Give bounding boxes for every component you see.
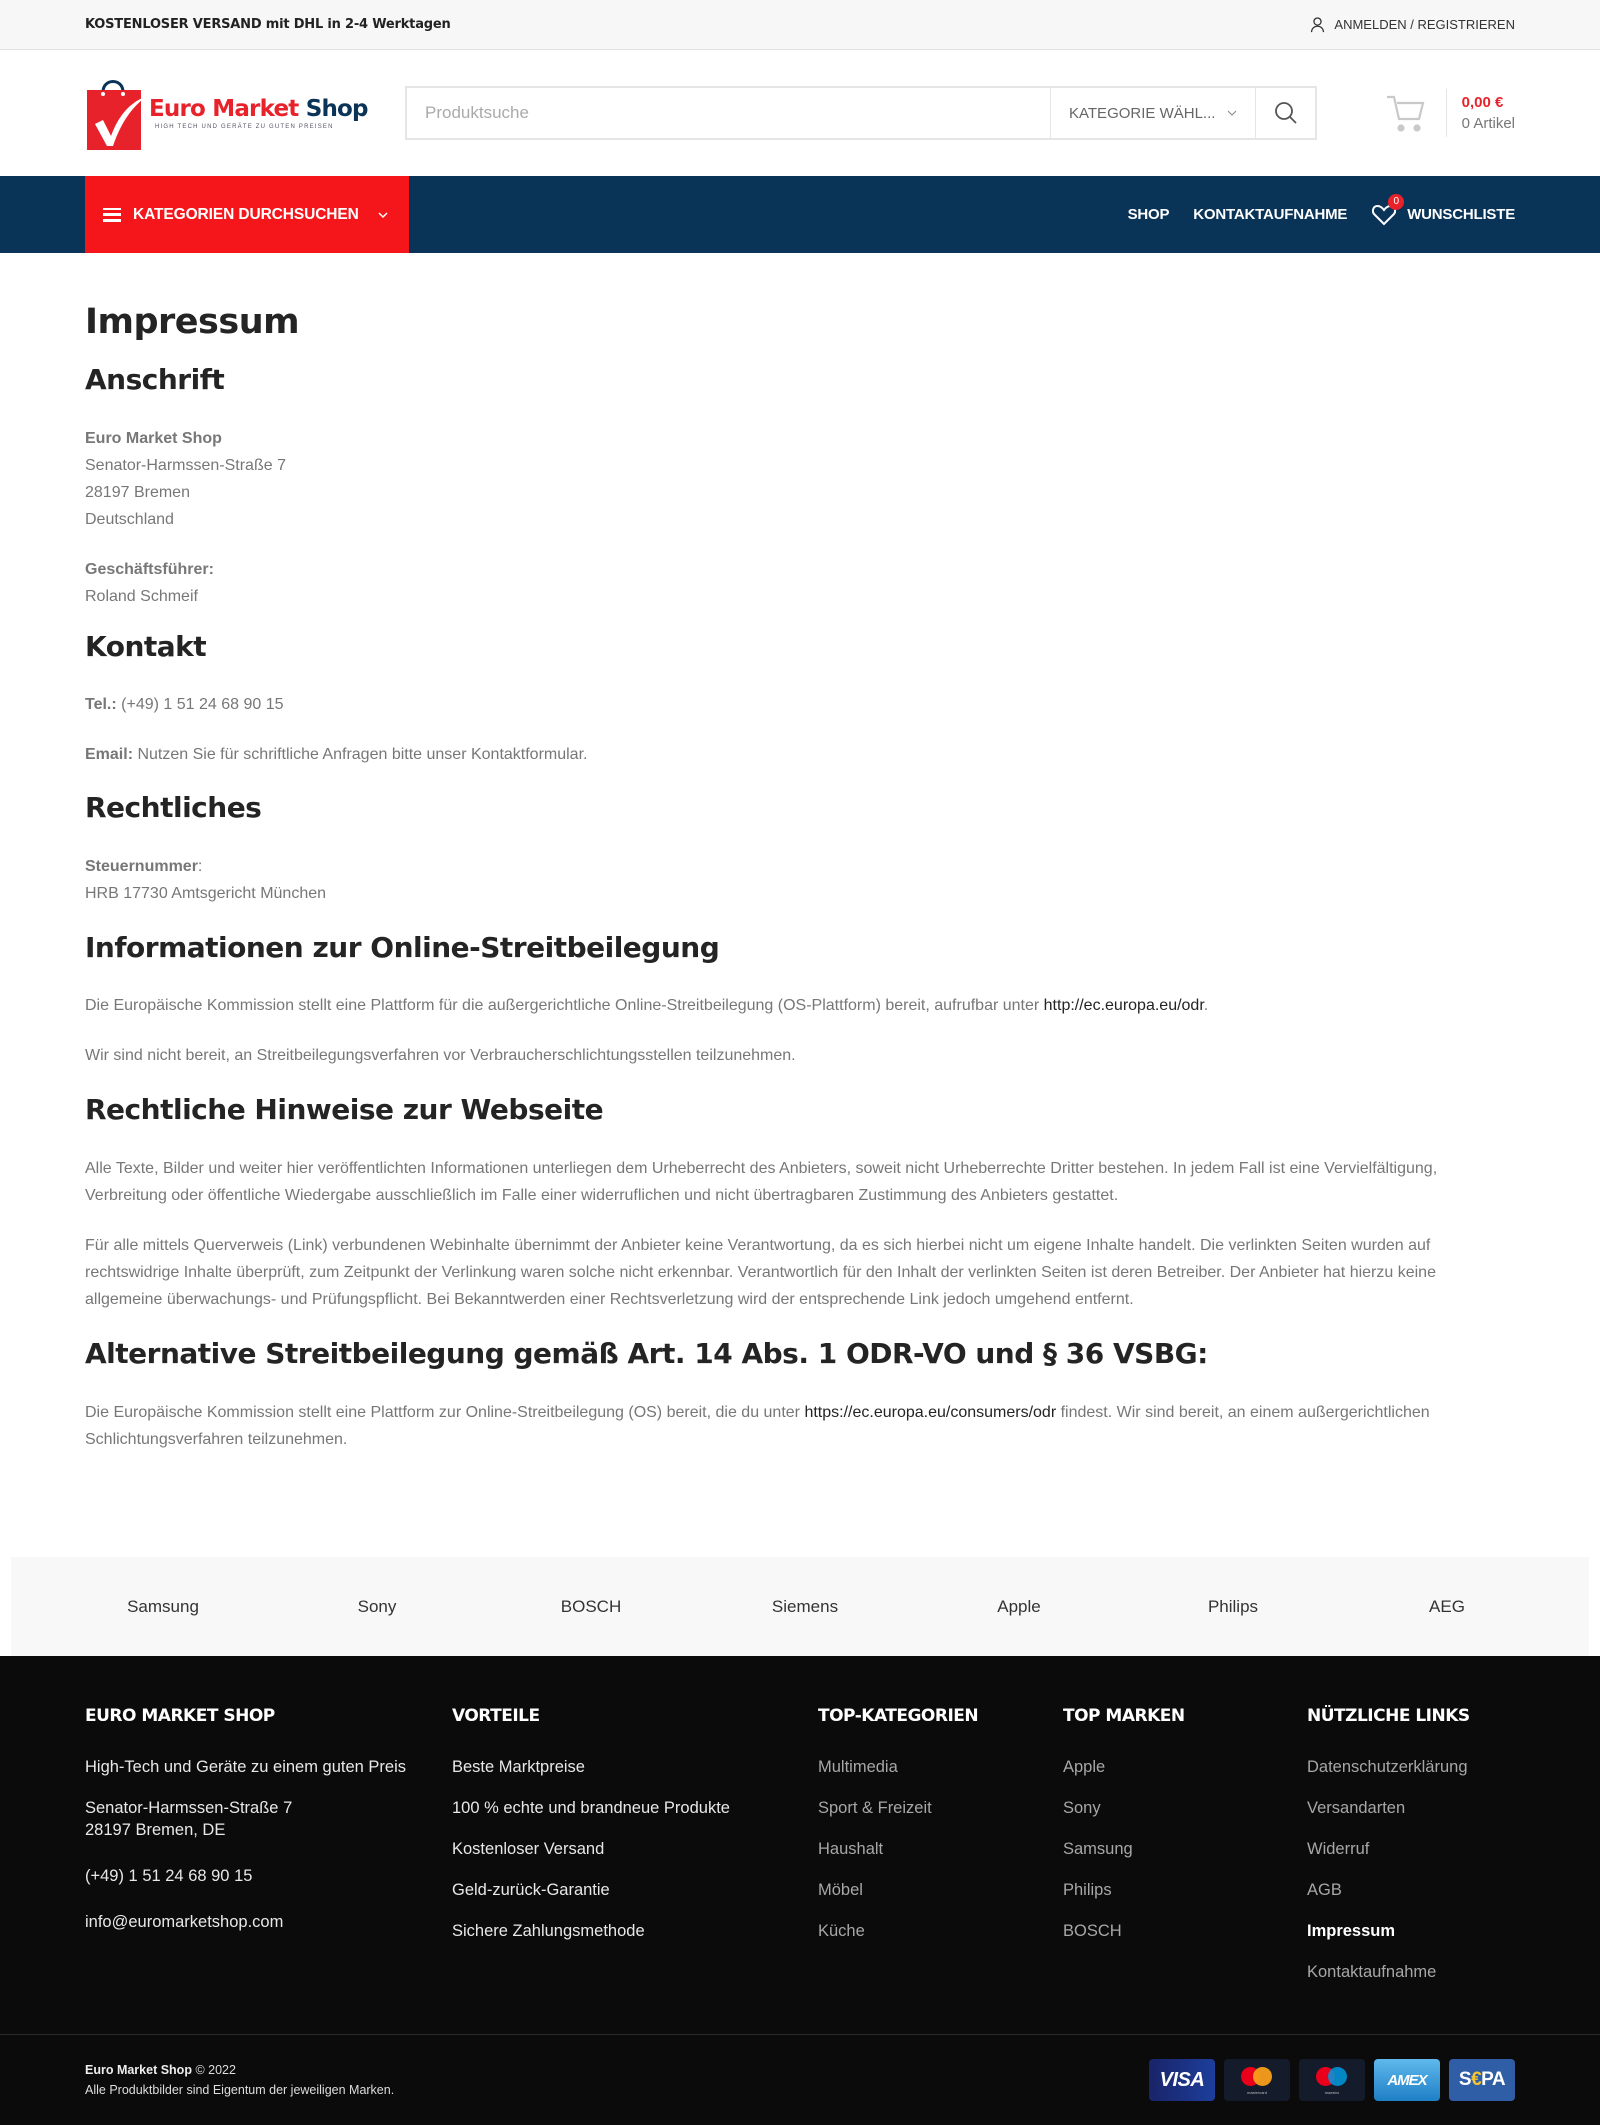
footer-heading: TOP MARKEN bbox=[1063, 1706, 1185, 1726]
login-register-link[interactable] bbox=[1309, 16, 1515, 33]
footer-link[interactable]: Möbel bbox=[818, 1881, 863, 1899]
managing-director-name: Roland Schmeif bbox=[85, 587, 198, 605]
odr-link[interactable]: https://ec.europa.eu/consumers/odr bbox=[804, 1403, 1057, 1421]
brand-strip bbox=[11, 1557, 1589, 1656]
tax-label: Steuernummer bbox=[85, 857, 198, 875]
footer-link[interactable]: Küche bbox=[818, 1922, 865, 1940]
footer-email[interactable]: info@euromarketshop.com bbox=[85, 1913, 284, 1931]
footer-col-about bbox=[85, 1706, 406, 1952]
address-city: 28197 Bremen bbox=[85, 483, 190, 501]
footer-link-agb[interactable]: AGB bbox=[1307, 1881, 1342, 1899]
page-content bbox=[0, 301, 1600, 1453]
heading-anschrift: Anschrift bbox=[85, 363, 225, 396]
footer-city: 28197 Bremen, DE bbox=[85, 1821, 226, 1839]
footer-col-nuetzliche-links bbox=[1307, 1706, 1470, 2002]
search-button[interactable] bbox=[1255, 88, 1315, 138]
heading-online-streitbeilegung: Informationen zur Online-Streitbeilegung bbox=[85, 930, 720, 964]
heading-kontakt: Kontakt bbox=[85, 629, 207, 663]
cart-icon bbox=[1384, 91, 1428, 135]
login-register-label: ANMELDEN / REGISTRIEREN bbox=[1334, 17, 1515, 32]
footer-link-impressum[interactable]: Impressum bbox=[1307, 1922, 1396, 1940]
footer-heading: NÜTZLICHE LINKS bbox=[1307, 1706, 1470, 1726]
main-navigation bbox=[0, 176, 1600, 253]
brand-link[interactable]: Philips bbox=[1207, 1596, 1259, 1616]
wishlist-count-badge: 0 bbox=[1388, 194, 1404, 210]
address-block bbox=[85, 425, 1515, 533]
os-platform-link[interactable]: http://ec.europa.eu/odr bbox=[1043, 997, 1204, 1015]
footer-item: 100 % echte und brandneue Produkte bbox=[452, 1799, 730, 1817]
chevron-down-icon bbox=[377, 209, 389, 221]
footer-item: Sichere Zahlungsmethode bbox=[452, 1922, 645, 1940]
site-footer bbox=[0, 1656, 1600, 2125]
amex-icon: AMEX bbox=[1374, 2059, 1440, 2101]
cart-total: 0,00 € bbox=[1461, 94, 1504, 111]
footer-bottom-bar bbox=[0, 2034, 1600, 2125]
footer-link-versandarten[interactable]: Versandarten bbox=[1307, 1799, 1406, 1817]
phone-value: (+49) 1 51 24 68 90 15 bbox=[116, 696, 284, 714]
shipping-promo: KOSTENLOSER VERSAND mit DHL in 2-4 Werktagen bbox=[85, 17, 451, 32]
search-icon bbox=[1273, 100, 1299, 126]
product-search-input[interactable] bbox=[407, 88, 1050, 138]
cart-item-count: 0 Artikel bbox=[1461, 115, 1515, 132]
email-label: Email: bbox=[85, 746, 134, 764]
brand-link[interactable]: Apple bbox=[997, 1596, 1041, 1616]
copyright bbox=[85, 2060, 394, 2100]
copyright-note: Alle Produktbilder sind Eigentum der jeweiligen Marken. bbox=[85, 2083, 395, 2097]
nav-links bbox=[1128, 176, 1515, 253]
brand-link[interactable]: AEG bbox=[1429, 1596, 1465, 1616]
phone-line bbox=[85, 691, 1515, 718]
logo-wordmark: Euro Market Shop bbox=[149, 96, 368, 122]
copyright-name: Euro Market Shop bbox=[85, 2063, 192, 2077]
os-refusal-paragraph: Wir sind nicht bereit, an Streitbeilegungsverfahren vor Verbraucherschlichtungsstellen teilzunehmen. bbox=[85, 1047, 796, 1065]
brand-link[interactable]: Siemens bbox=[771, 1596, 839, 1616]
brand-link[interactable]: Sony bbox=[357, 1596, 397, 1616]
browse-categories-label: KATEGORIEN DURCHSUCHEN bbox=[133, 205, 359, 223]
alternative-dispute-paragraph: Die Europäische Kommission stellt eine Plattform zur Online-Streitbeilegung (OS) bereit, die du unter https://ec.europa.eu/consumers/odr findest. Wir sind bereit, an einem außergerichtlichen Schlichtungsverfahren teilzunehmen. bbox=[85, 1403, 1430, 1448]
site-header bbox=[0, 50, 1600, 176]
top-bar bbox=[0, 0, 1600, 50]
footer-tagline: High-Tech und Geräte zu einem guten Preis bbox=[85, 1758, 407, 1776]
brand-link[interactable]: BOSCH bbox=[560, 1596, 622, 1616]
managing-director-block bbox=[85, 556, 1515, 610]
footer-col-vorteile bbox=[452, 1706, 730, 1961]
page-title: Impressum bbox=[85, 302, 300, 342]
company-name: Euro Market Shop bbox=[85, 429, 222, 447]
footer-heading: TOP-KATEGORIEN bbox=[818, 1706, 979, 1726]
address-country: Deutschland bbox=[85, 510, 174, 528]
site-logo[interactable] bbox=[85, 71, 375, 155]
user-icon bbox=[1309, 16, 1326, 33]
footer-link-datenschutz[interactable]: Datenschutzerklärung bbox=[1307, 1758, 1468, 1776]
tax-value: HRB 17730 Amtsgericht München bbox=[85, 884, 327, 902]
heading-alternative-streitbeilegung: Alternative Streitbeilegung gemäß Art. 14 Abs. 1 ODR-VO und § 36 VSBG: bbox=[85, 1336, 1208, 1370]
sepa-icon: S € PA bbox=[1449, 2059, 1515, 2101]
footer-item: Beste Marktpreise bbox=[452, 1758, 585, 1776]
phone-label: Tel.: bbox=[85, 696, 117, 714]
tax-block: Steuernummer: HRB 17730 Amtsgericht München bbox=[85, 857, 327, 902]
category-select-value: KATEGORIE WÄHL... bbox=[1069, 104, 1216, 122]
browse-categories-button[interactable] bbox=[85, 176, 409, 253]
email-value: Nutzen Sie für schriftliche Anfragen bitte unser Kontaktformular. bbox=[133, 746, 588, 764]
category-select[interactable] bbox=[1050, 88, 1255, 138]
footer-link-widerruf[interactable]: Widerruf bbox=[1307, 1840, 1370, 1858]
footer-link[interactable]: Haushalt bbox=[818, 1840, 884, 1858]
visa-icon: VISA bbox=[1149, 2059, 1215, 2101]
address-street: Senator-Harmssen-Straße 7 bbox=[85, 456, 286, 474]
brand-link[interactable]: Samsung bbox=[127, 1596, 199, 1616]
footer-heading: EURO MARKET SHOP bbox=[85, 1706, 275, 1726]
os-platform-paragraph: Die Europäische Kommission stellt eine Plattform für die außergerichtliche Online-Streitbeilegung (OS-Plattform) bereit, aufrufbar unter http://ec.europa.eu/odr. bbox=[85, 997, 1209, 1015]
footer-heading: VORTEILE bbox=[452, 1706, 540, 1726]
shopping-bag-check-icon bbox=[85, 74, 147, 152]
footer-link[interactable]: Multimedia bbox=[818, 1758, 898, 1776]
email-line bbox=[85, 741, 1515, 768]
footer-link[interactable]: Apple bbox=[1063, 1758, 1106, 1776]
mini-cart[interactable] bbox=[1384, 89, 1515, 137]
maestro-icon: maestro bbox=[1299, 2059, 1365, 2101]
footer-link-kontaktaufnahme[interactable]: Kontaktaufnahme bbox=[1307, 1963, 1437, 1981]
logo-tagline: HIGH TECH UND GERÄTE ZU GUTEN PREISEN bbox=[155, 124, 334, 130]
chevron-down-icon bbox=[1227, 108, 1237, 118]
footer-link[interactable]: BOSCH bbox=[1063, 1922, 1122, 1940]
nav-link-shop[interactable]: SHOP bbox=[1127, 206, 1170, 223]
footer-link[interactable]: Sony bbox=[1063, 1799, 1101, 1817]
mastercard-icon: mastercard bbox=[1224, 2059, 1290, 2101]
wishlist-label: WUNSCHLISTE bbox=[1407, 206, 1515, 223]
footer-col-top-marken bbox=[1063, 1706, 1185, 1961]
footer-item: Geld-zurück-Garantie bbox=[452, 1881, 610, 1899]
managing-director-label: Geschäftsführer: bbox=[85, 560, 214, 578]
nav-link-wishlist[interactable] bbox=[1371, 196, 1515, 227]
heading-rechtliches: Rechtliches bbox=[85, 791, 262, 825]
footer-col-top-kategorien bbox=[818, 1706, 978, 1961]
copyright-year: © 2022 bbox=[191, 2063, 236, 2077]
link-liability-paragraph: Für alle mittels Querverweis (Link) verbundenen Webinhalte übernimmt der Anbieter keine Verantwortung, da es sich hierbei nicht um eigene Inhalte handelt. Die verlinkten Seiten wurden auf rechtswidrige Inhalte überprüft, zum Zeitpunkt der Verlinkung waren solche nicht erkennbar. Verantwortlich für den Inhalt der verlinkten Seiten ist deren Betreiber. Der Anbieter hat hierzu keine allgemeine überwachungs- und Prüfungspflicht. Bei Bekanntwerden einer Rechtsverletzung wird der entsprechende Link jedoch umgehend entfernt. bbox=[85, 1236, 1436, 1308]
menu-icon bbox=[103, 208, 121, 222]
footer-phone[interactable]: (+49) 1 51 24 68 90 15 bbox=[85, 1867, 253, 1885]
nav-link-kontaktaufnahme[interactable]: KONTAKTAUFNAHME bbox=[1193, 206, 1348, 223]
footer-link[interactable]: Sport & Freizeit bbox=[818, 1799, 932, 1817]
copyright-paragraph: Alle Texte, Bilder und weiter hier veröffentlichten Informationen unterliegen dem Urheberrecht des Anbieters, soweit nicht Urheberrechte Dritter bestehen. In jedem Fall ist eine Vervielfältigung, Verbreitung oder öffentliche Wiedergabe ausschließlich im Falle einer widerruflichen und nicht übertragbaren Zustimmung des Anbieters gestattet. bbox=[85, 1159, 1438, 1204]
footer-street: Senator-Harmssen-Straße 7 bbox=[85, 1799, 293, 1817]
footer-link[interactable]: Philips bbox=[1063, 1881, 1112, 1899]
product-search-form bbox=[405, 86, 1317, 140]
payment-methods bbox=[1149, 2059, 1515, 2101]
footer-item: Kostenloser Versand bbox=[452, 1840, 605, 1858]
heading-rechtliche-hinweise: Rechtliche Hinweise zur Webseite bbox=[85, 1093, 604, 1127]
footer-link[interactable]: Samsung bbox=[1063, 1840, 1133, 1858]
